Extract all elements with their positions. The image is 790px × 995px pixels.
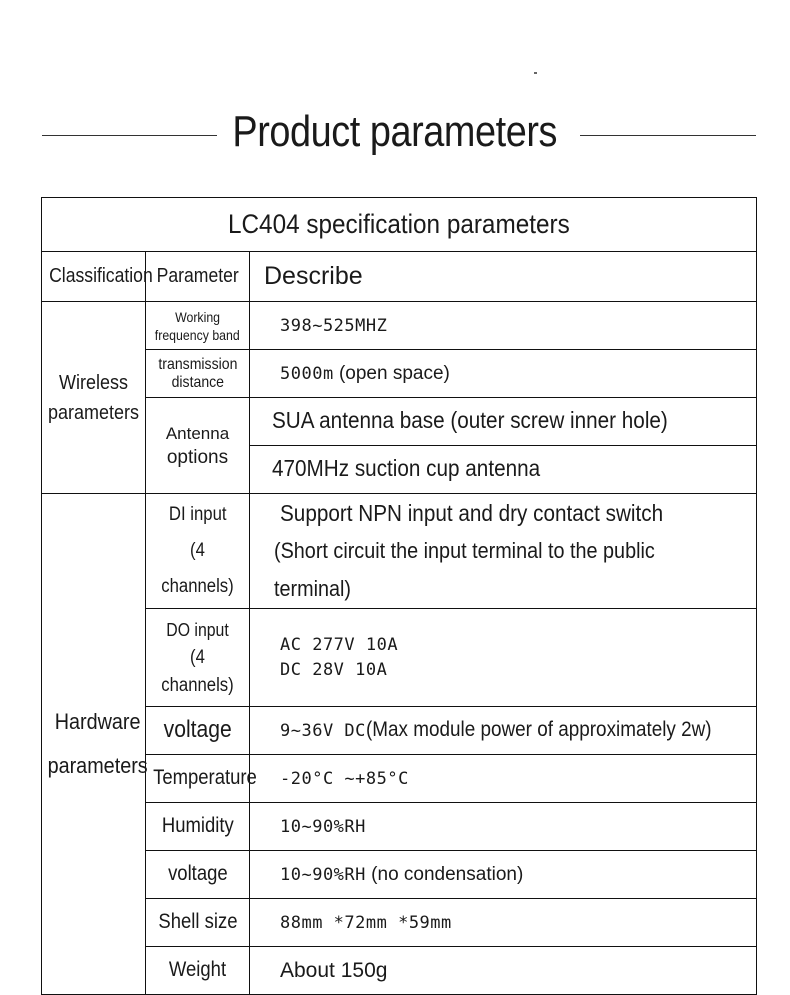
param-cell: Temperature <box>146 755 250 803</box>
value-cell: -20°C ~+85°C <box>250 755 757 803</box>
value-cell: 9~36V DC(Max module power of approximately 2w) <box>250 707 757 755</box>
title-rule-right <box>580 135 756 136</box>
table-row <box>42 302 757 350</box>
param-cell: transmission distance <box>146 350 250 398</box>
value-cell: 10~90%RH <box>250 803 757 851</box>
param-cell: Shell size <box>146 899 250 947</box>
table-row <box>42 851 757 899</box>
group-wireless: Wireless parameters <box>42 302 146 494</box>
value-cell: 5000m (open space) <box>250 350 757 398</box>
param-cell: voltage <box>146 707 250 755</box>
value-cell: 398~525MHZ <box>250 302 757 350</box>
group-hardware: Hardware parameters <box>42 494 146 995</box>
table-caption: LC404 specification parameters <box>42 198 757 252</box>
value-cell: SUA antenna base (outer screw inner hole) <box>250 398 757 446</box>
page-title: Product parameters <box>232 107 558 156</box>
table-row <box>42 707 757 755</box>
spec-table <box>41 197 757 995</box>
param-cell: voltage <box>146 851 250 899</box>
param-cell: Humidity <box>146 803 250 851</box>
param-cell: DI input (4 channels) <box>146 494 250 609</box>
param-cell: Weight <box>146 947 250 995</box>
value-cell: 470MHz suction cup antenna <box>250 446 757 494</box>
header-classification: Classification <box>42 252 146 302</box>
header-describe: Describe <box>250 252 757 302</box>
param-cell: Working frequency band <box>146 302 250 350</box>
value-cell: About 150g <box>250 947 757 995</box>
table-row <box>42 398 757 446</box>
table-row <box>42 350 757 398</box>
caption-row <box>42 198 757 252</box>
table-row <box>42 755 757 803</box>
table-row <box>42 899 757 947</box>
page-header <box>0 100 790 164</box>
header-row <box>42 252 757 302</box>
value-cell: AC 277V 10A DC 28V 10A <box>250 609 757 707</box>
header-parameter: Parameter <box>146 252 250 302</box>
table-row <box>42 803 757 851</box>
table-row <box>42 494 757 609</box>
value-cell: 88mm *72mm *59mm <box>250 899 757 947</box>
param-cell: DO input (4 channels) <box>146 609 250 707</box>
value-cell: 10~90%RH (no condensation) <box>250 851 757 899</box>
table-row <box>42 609 757 707</box>
speck <box>534 72 537 74</box>
value-cell: Support NPN input and dry contact switch (Short circuit the input terminal to the public terminal) <box>250 494 757 609</box>
table-row <box>42 947 757 995</box>
param-cell: Antenna options <box>146 398 250 494</box>
